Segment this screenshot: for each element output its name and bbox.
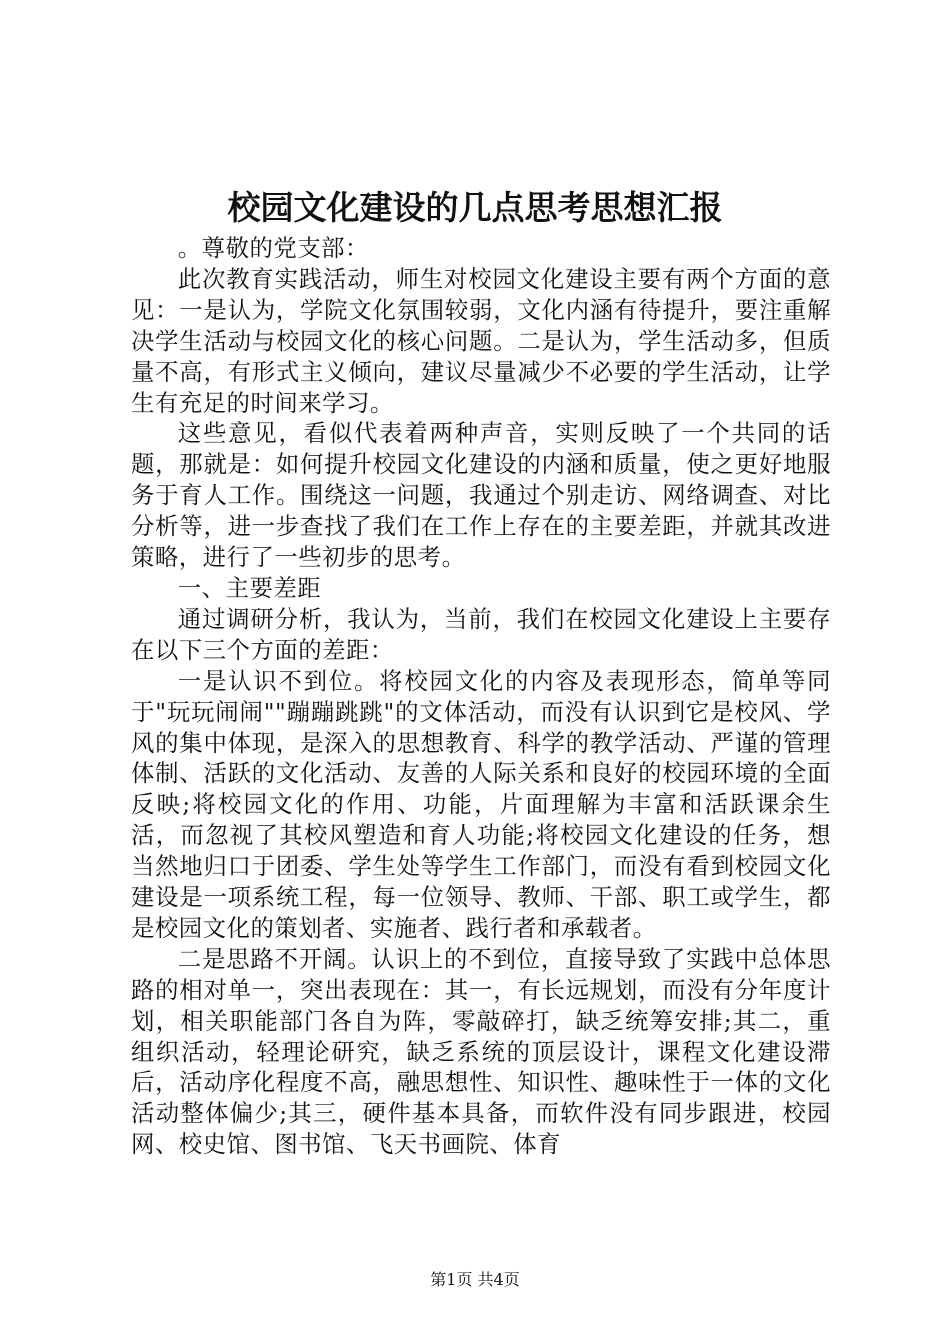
section-heading: 一、主要差距 [177, 573, 322, 602]
page-footer: 第1页 共4页 [430, 1270, 520, 1289]
body-paragraph: 通过调研分析，我认为，当前，我们在校园文化建设上主要存在以下三个方面的差距： [131, 604, 831, 664]
document-title: 校园文化建设的几点思考思想汇报 [227, 188, 723, 227]
document-body [131, 233, 831, 1160]
body-paragraph: 一是认识不到位。将校园文化的内容及表现形态，简单等同于"玩玩闹闹""蹦蹦跳跳"的文体活动，而没有认识到它是校风、学风的集中体现，是深入的思想教育、科学的教学活动、严谨的管理体制、活跃的文化活动、友善的人际关系和良好的校园环境的全面反映;将校园文化的作用、功能，片面理解为丰富和活跃课余生活，而忽视了其校风塑造和育人功能;将校园文化建设的任务，想当然地归口于团委、学生处等学生工作部门，而没有看到校园文化建设是一项系统工程，每一位领导、教师、干部、职工或学生，都是校园文化的策划者、实施者、践行者和承载者。 [131, 666, 831, 942]
body-paragraph: 这些意见，看似代表着两种声音，实则反映了一个共同的话题，那就是：如何提升校园文化建设的内涵和质量，使之更好地服务于育人工作。围绕这一问题，我通过个别走访、网络调查、对比分析等，进一步查找了我们在工作上存在的主要差距，并就其改进策略，进行了一些初步的思考。 [131, 419, 831, 572]
salutation-paragraph: 。尊敬的党支部： [177, 234, 369, 262]
body-paragraph: 二是思路不开阔。认识上的不到位，直接导致了实践中总体思路的相对单一，突出表现在：其一，有长远规划，而没有分年度计划，相关职能部门各自为阵，零敲碎打，缺乏统筹安排;其二，重组织活动，轻理论研究，缺乏系统的顶层设计，课程文化建设滞后，活动序化程度不高，融思想性、知识性、趣味性于一体的文化活动整体偏少;其三，硬件基本具备，而软件没有同步跟进，校园网、校史馆、图书馆、飞天书画院、体育 [131, 944, 831, 1159]
body-paragraph: 此次教育实践活动，师生对校园文化建设主要有两个方面的意见：一是认为，学院文化氛围较弱，文化内涵有待提升，要注重解决学生活动与校园文化的核心问题。二是认为，学生活动多，但质量不高，有形式主义倾向，建议尽量减少不必要的学生活动，让学生有充足的时间来学习。 [131, 264, 831, 417]
